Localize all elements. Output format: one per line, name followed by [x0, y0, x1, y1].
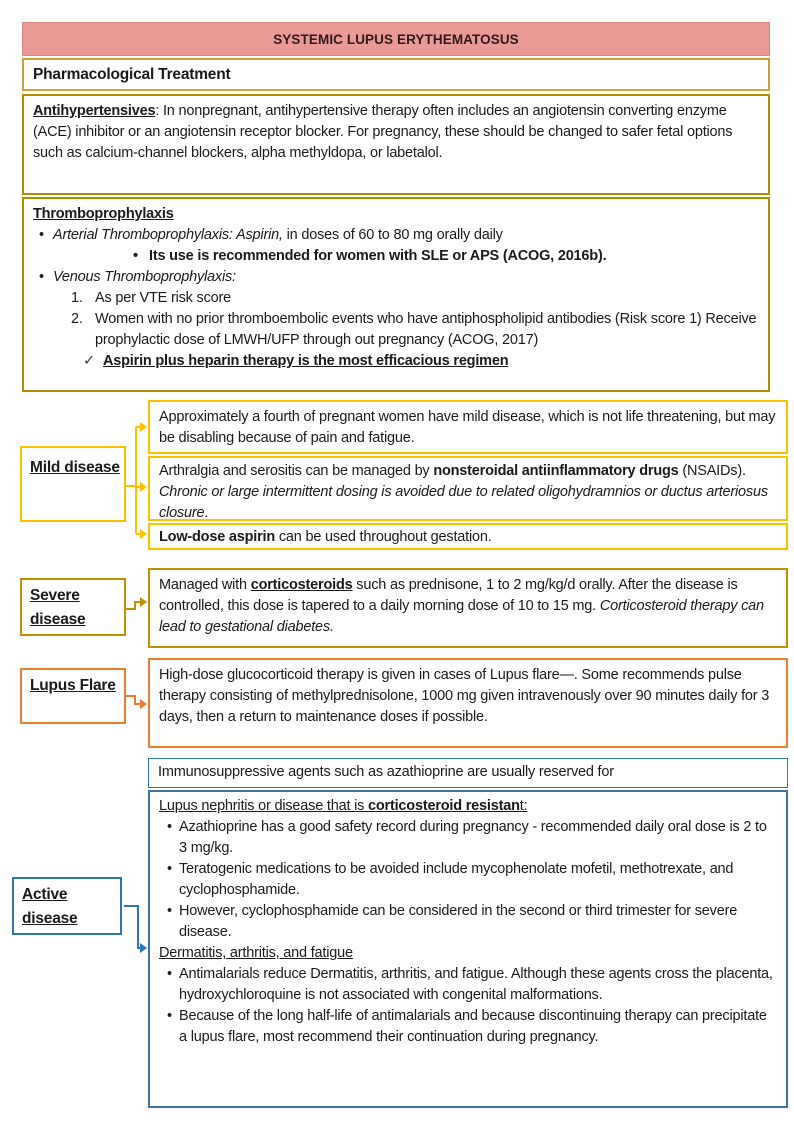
severe-mid: such as prednisone, 1 to 2 mg/kg/d orally. After the disease is controlled, this dose is tapered to a daily morning dose of 10 to 15 mg.: [159, 577, 738, 614]
bullet-icon: •: [167, 819, 172, 835]
mild-box-2-post: .: [204, 505, 209, 521]
flare-box: [148, 658, 788, 748]
venous-item-2: [33, 309, 759, 351]
venous-bullet: [33, 267, 759, 288]
mild-box-2-bold: nonsteroidal antiinflammatory drugs: [433, 463, 679, 479]
subtitle-text: Pharmacological Treatment: [33, 66, 231, 83]
mild-box-2: [148, 456, 788, 521]
mild-box-3-bold: Low-dose aspirin: [159, 529, 276, 545]
active-intro-box: [148, 758, 788, 788]
nephritis-bold: corticosteroid resistan: [368, 798, 520, 814]
arterial-rest: in doses of 60 to 80 mg orally daily: [282, 227, 503, 243]
active-detail-box: [148, 790, 788, 1108]
flare-text: High-dose glucocorticoid therapy is given in cases of Lupus flare—. Some recommends pulse therapy consisting of methylprednisolone, 1000 mg given intravenously over 90 minutes daily for 3 days, then a return to maintenance doses if possible.: [159, 667, 770, 725]
bullet-icon: •: [167, 966, 172, 982]
mild-box-3-rest: can be used throughout gestation.: [275, 529, 492, 545]
severe-connector-arrow: [126, 597, 147, 609]
mild-box-2-mid: (NSAIDs).: [678, 463, 746, 479]
nephritis-post: t:: [519, 798, 528, 814]
nephritis-pre: Lupus nephritis or disease that is: [159, 798, 369, 814]
flare-connector-arrow: [126, 696, 147, 709]
arterial-italic: Arterial Thromboprophylaxis: Aspirin,: [53, 227, 283, 243]
nephritis-heading: [159, 796, 777, 817]
arterial-sub-text: Its use is recommended for women with SLE or APS (ACOG, 2016b).: [149, 248, 607, 264]
dermatitis-heading: Dermatitis, arthritis, and fatigue: [159, 945, 353, 961]
lupus-flare-label: Lupus Flare: [20, 668, 126, 724]
subtitle-box: [22, 58, 770, 91]
check-row: [33, 351, 759, 372]
check-text: Aspirin plus heparin therapy is the most efficacious regimen: [103, 353, 509, 369]
mild-connector-arrows: [126, 422, 147, 539]
severe-bold: corticosteroids: [250, 577, 353, 593]
active-disease-label: Active disease: [12, 877, 122, 935]
bullet-icon: •: [133, 248, 138, 264]
antihypertensives-lead: Antihypertensives: [33, 103, 156, 119]
venous-item-1: [33, 288, 759, 309]
venous-item-2-text: Women with no prior thromboembolic events who have antiphospholipid antibodies (Risk score 1) Receive prophylactic dose of LMWH/UFP through out pregnancy (ACOG, 2017): [95, 311, 757, 348]
thromboprophylaxis-box: [22, 197, 770, 392]
bullet-icon: •: [39, 269, 44, 285]
nephritis-bullet-2: • Teratogenic medications to be avoided include mycophenolate mofetil, methotrexate, and cyclophosphamide.: [159, 859, 777, 901]
thromboprophylaxis-title: Thromboprophylaxis: [33, 206, 174, 222]
mild-box-1: [148, 400, 788, 454]
bullet-icon: •: [167, 903, 172, 919]
number-label: 2.: [71, 311, 83, 327]
antihypertensives-box: [22, 94, 770, 195]
page-title: SYSTEMIC LUPUS ERYTHEMATOSUS: [273, 31, 519, 47]
mild-box-3: [148, 523, 788, 550]
nephritis-bullet-1: • Azathioprine has a good safety record during pregnancy - recommended daily oral dose is 2 to 3 mg/kg.: [159, 817, 777, 859]
mild-box-2-italic: Chronic or large intermittent dosing is avoided due to related oligohydramnios or ductus arteriosus closure: [159, 484, 768, 521]
mild-box-1-text: Approximately a fourth of pregnant women have mild disease, which is not life threatening, but may be disabling because of pain and fatigue.: [159, 409, 776, 446]
number-label: 1.: [71, 290, 83, 306]
active-intro-text: Immunosuppressive agents such as azathioprine are usually reserved for: [158, 764, 614, 780]
dermatitis-bullet-1: • Antimalarials reduce Dermatitis, arthritis, and fatigue. Although these agents cross the placenta, hydroxychloroquine is not associated with congenital malformations.: [159, 964, 777, 1006]
bullet-icon: •: [167, 861, 172, 877]
bullet-icon: •: [167, 1008, 172, 1024]
severe-disease-label: Severe disease: [20, 578, 126, 636]
severe-pre: Managed with: [159, 577, 251, 593]
header-bar: [22, 22, 770, 56]
mild-box-2-pre: Arthralgia and serositis can be managed by: [159, 463, 434, 479]
nephritis-bullet-3: • However, cyclophosphamide can be considered in the second or third trimester for severe disease.: [159, 901, 777, 943]
venous-italic: Venous Thromboprophylaxis:: [53, 269, 236, 285]
active-connector-arrow: [124, 906, 147, 953]
dermatitis-bullet-2: • Because of the long half-life of antimalarials and because discontinuing therapy can precipitate a lupus flare, most recommend their continuation during pregnancy.: [159, 1006, 777, 1048]
arterial-sub-bullet: [33, 246, 759, 267]
antihypertensives-body: : In nonpregnant, antihypertensive therapy often includes an angiotensin converting enzyme (ACE) inhibitor or an angiotensin receptor blocker. For pregnancy, these should be changed to safer fetal options such as calcium-channel blockers, alpha methyldopa, or labetalol.: [33, 103, 733, 161]
severe-box: [148, 568, 788, 648]
severe-italic: Corticosteroid therapy can lead to gestational diabetes.: [159, 598, 764, 635]
mild-disease-label: Mild disease: [20, 446, 126, 522]
bullet-icon: •: [39, 227, 44, 243]
check-icon: ✓: [83, 353, 95, 369]
arterial-bullet: [33, 225, 759, 246]
venous-item-1-text: As per VTE risk score: [95, 290, 231, 306]
